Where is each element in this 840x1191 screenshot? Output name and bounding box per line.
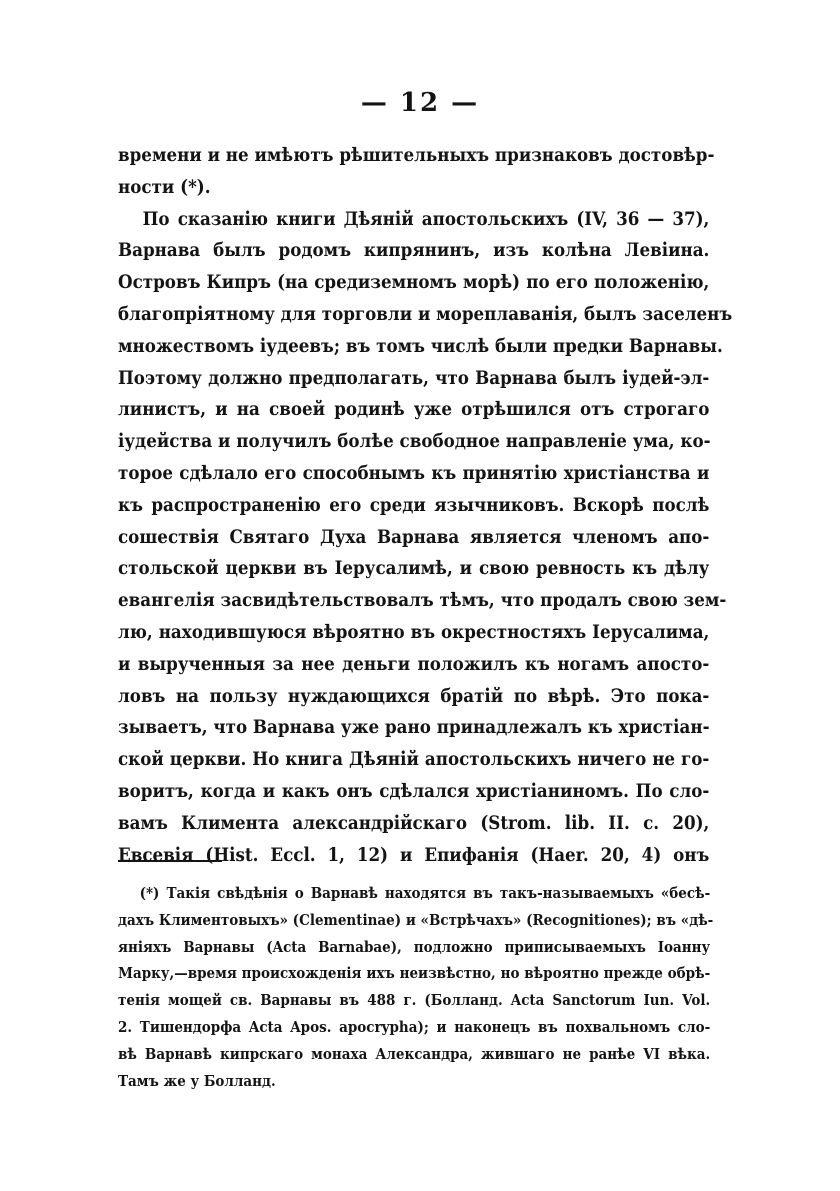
text-line: линистъ, и на своей родинѣ уже отрѣшился отъ строгаго: [118, 398, 710, 421]
text-line: къ распространенію его среди язычниковъ. Вскорѣ послѣ: [118, 493, 710, 516]
text-line: времени и не имѣютъ рѣшительныхъ признаковъ достовѣр-: [118, 144, 715, 166]
text-line: ской церкви. Но книга Дѣяній апостольскихъ ничего не го-: [118, 748, 710, 771]
text-line: ности (*).: [118, 175, 211, 198]
text-line: Поэтому должно предполагать, что Варнава былъ іудей-эл-: [118, 366, 710, 389]
paragraph-start-line: По сказанію книги Дѣяній апостольскихъ (IV, 36 — 37),: [142, 207, 710, 230]
text-line: евангелія засвидѣтельствовалъ тѣмъ, что продалъ свою зем-: [118, 589, 727, 612]
main-text-block: [118, 140, 733, 871]
text-line: множествомъ іудеевъ; въ томъ числѣ были предки Варнавы.: [118, 334, 723, 357]
text-line: Островъ Кипръ (на средиземномъ морѣ) по его положенію,: [118, 271, 710, 294]
text-line: и вырученныя за нее деньги положилъ къ ногамъ апосто-: [118, 652, 710, 675]
footnote-line: яніяхъ Варнавы (Acta Barnabae), подложно приписываемыхъ Іоанну: [118, 937, 711, 956]
footnote-line: вѣ Варнавѣ кипрскаго монаха Александра, жившаго не ранѣе VI вѣка.: [118, 1044, 711, 1063]
text-line: торое сдѣлало его способнымъ къ принятію христіанства и: [118, 461, 710, 484]
text-line: воритъ, когда и какъ онъ сдѣлался христіаниномъ. По сло-: [118, 779, 710, 802]
footnote-line: Марку,—время происхожденія ихъ неизвѣстно, но вѣроятно прежде обрѣ-: [118, 964, 711, 983]
page-number: — 12 —: [360, 88, 480, 118]
text-line: іудейства и получилъ болѣе свободное направленіе ума, ко-: [118, 430, 711, 453]
footnote-block: [118, 880, 714, 1094]
footnote-line: 2. Тишендорфа Acta Apos. apocrypha); и наконецъ въ похвальномъ сло-: [118, 1017, 711, 1036]
footnote-line: тенія мощей св. Варнавы въ 488 г. (Болланд. Acta Sanctorum Iun. Vol.: [118, 991, 711, 1010]
text-line: лю, находившуюся вѣроятно въ окрестностяхъ Іерусалима,: [118, 620, 710, 643]
footnote-line: дахъ Климентовыхъ» (Clementinae) и «Встрѣчахъ» (Recognitiones); въ «дѣ-: [118, 910, 714, 929]
text-line: Варнава былъ родомъ кипрянинъ, изъ колѣна Левіина.: [118, 239, 710, 262]
text-line: ловъ на пользу нуждающихся братій по вѣрѣ. Это пока-: [118, 684, 710, 707]
footnote-line: Тамъ же у Болланд.: [118, 1071, 276, 1090]
text-line: сошествія Святаго Духа Варнава является членомъ апо-: [118, 525, 710, 548]
text-line: благопріятному для торговли и мореплаванія, былъ заселенъ: [118, 302, 733, 325]
text-line: вамъ Климента александрійскаго (Strom. lib. II. c. 20),: [118, 811, 710, 834]
text-line: стольской церкви въ Іерусалимѣ, и свою ревность къ дѣлу: [118, 557, 710, 580]
footnote-line: (*) Такія свѣдѣнія о Варнавѣ находятся въ такъ-называемыхъ «бесѣ-: [139, 884, 711, 902]
text-line: Евсевія (Hist. Eccl. 1, 12) и Епифанія (Haer. 20, 4) онъ: [118, 843, 710, 866]
text-line: зываетъ, что Варнава уже рано принадлежалъ къ христіан-: [118, 716, 710, 739]
footnote-divider: [118, 860, 222, 862]
